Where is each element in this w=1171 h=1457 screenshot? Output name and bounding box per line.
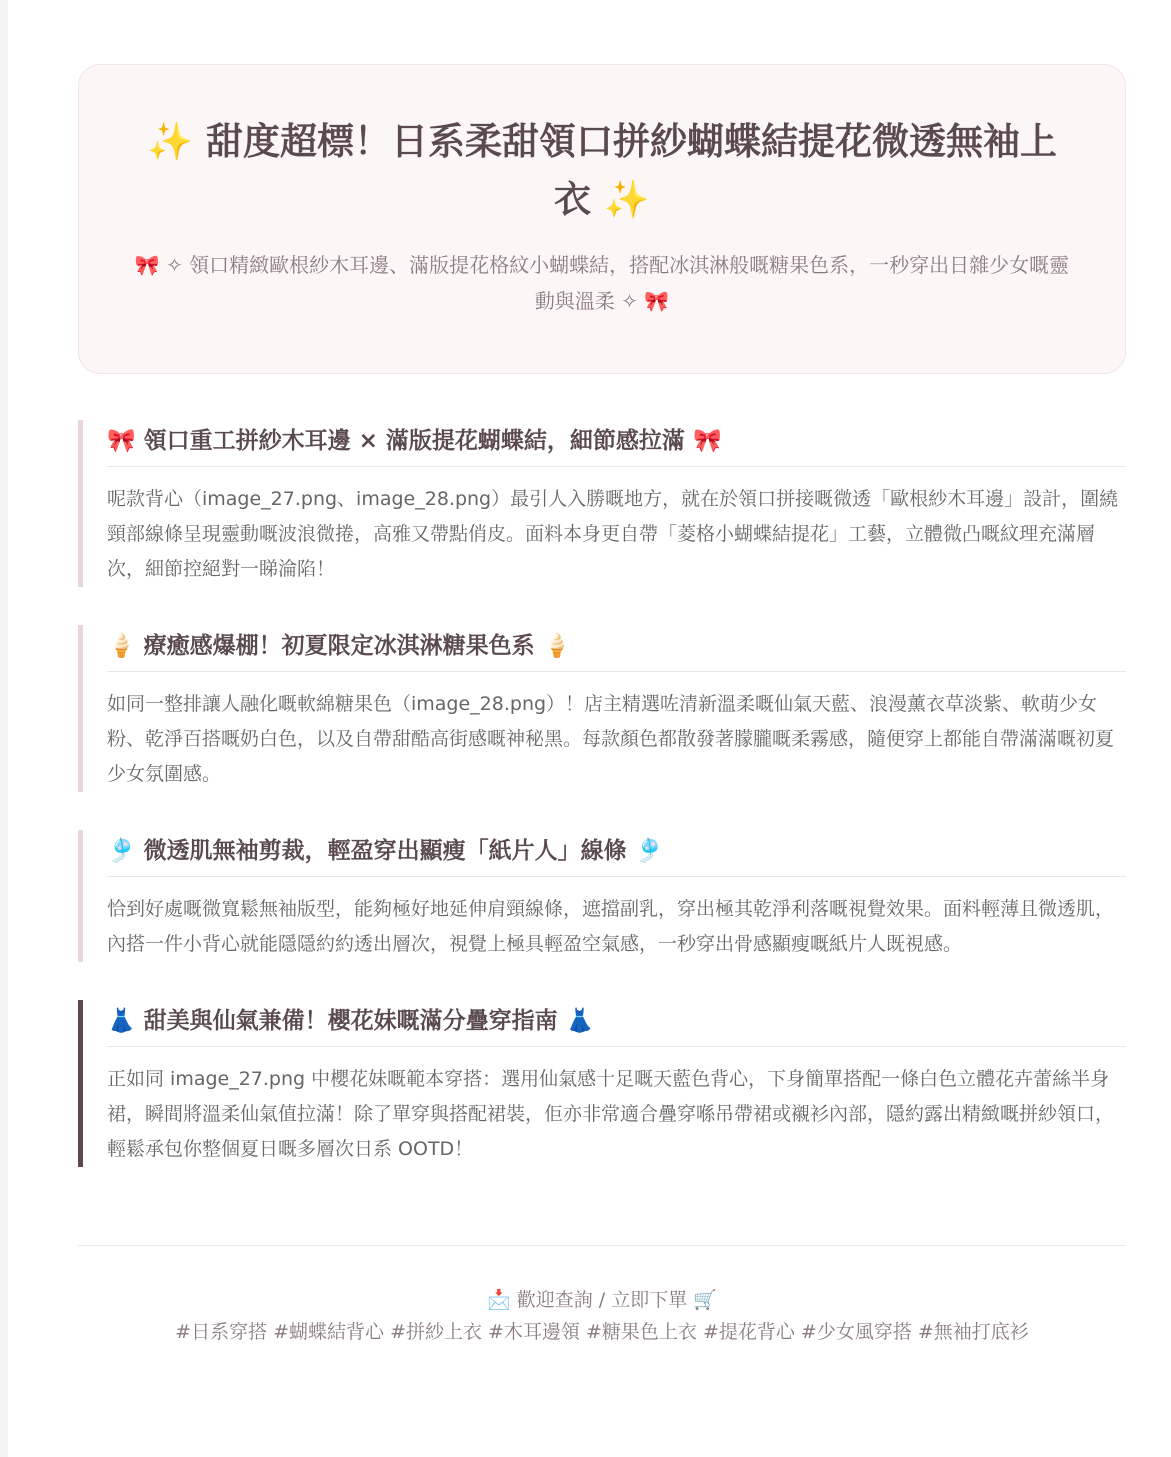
section-body: 呢款背心（image_27.png、image_28.png）最引人入勝嘅地方，就在於領口拼接嘅微透「歐根紗木耳邊」設計，圍繞頸部線條呈現靈動嘅波浪微捲，高雅又帶點俏皮。面料本身更自帶「菱格小蝴蝶結提花」工藝，立體微凸嘅紋理充滿層次，細節控絕對一睇淪陷！ — [107, 488, 1119, 580]
footer — [78, 1284, 1126, 1348]
hero-card — [78, 64, 1126, 374]
section-heading: 🍦 療癒感爆棚！初夏限定冰淇淋糖果色系 🍦 — [107, 625, 1126, 672]
product-subtitle: 🎀 ✧ 領口精緻歐根紗木耳邊、滿版提花格紋小蝴蝶結，搭配冰淇淋般嘅糖果色系，一秒穿出日雜少女嘅靈動與溫柔 ✧ 🎀 — [134, 253, 1070, 313]
section-styling-guide — [78, 1000, 1126, 1167]
order-call-to-action: 📩 歡迎查詢 / 立即下單 🛒 — [487, 1289, 717, 1311]
section-heading: 👗 甜美與仙氣兼備！櫻花妹嘅滿分疊穿指南 👗 — [107, 1000, 1126, 1047]
product-description — [78, 64, 1126, 1348]
section-heading: 🎀 領口重工拼紗木耳邊 × 滿版提花蝴蝶結，細節感拉滿 🎀 — [107, 420, 1126, 467]
section-sleeveless-cut — [78, 830, 1126, 962]
section-accent-bar — [78, 1000, 83, 1167]
section-accent-bar — [78, 420, 83, 587]
section-heading: 🎐 微透肌無袖剪裁，輕盈穿出顯瘦「紙片人」線條 🎐 — [107, 830, 1126, 877]
product-title: ✨ 甜度超標！日系柔甜領口拼紗蝴蝶結提花微透無袖上衣 ✨ — [147, 120, 1057, 221]
section-body: 恰到好處嘅微寬鬆無袖版型，能夠極好地延伸肩頸線條，遮擋副乳，穿出極其乾淨利落嘅視覺效果。面料輕薄且微透肌，內搭一件小背心就能隱隱約約透出層次，視覺上極具輕盈空氣感，一秒穿出骨感顯瘦嘅紙片人既視感。 — [107, 898, 1115, 955]
section-neckline-details — [78, 420, 1126, 587]
section-body: 如同一整排讓人融化嘅軟綿糖果色（image_28.png）！店主精選咗清新溫柔嘅仙氣天藍、浪漫薰衣草淡紫、軟萌少女粉、乾淨百搭嘅奶白色，以及自帶甜酷高街感嘅神秘黑。每款顏色都散發著朦朧嘅柔霧感，隨便穿上都能自帶滿滿嘅初夏少女氛圍感。 — [107, 693, 1115, 785]
section-body: 正如同 image_27.png 中櫻花妹嘅範本穿搭：選用仙氣感十足嘅天藍色背心，下身簡單搭配一條白色立體花卉蕾絲半身裙，瞬間將溫柔仙氣值拉滿！除了單穿與搭配裙裝，佢亦非常適合疊穿喺吊帶裙或襯衫內部，隱約露出精緻嘅拼紗領口，輕鬆承包你整個夏日嘅多層次日系 OOTD！ — [107, 1068, 1115, 1160]
section-candy-colors — [78, 625, 1126, 792]
footer-divider — [78, 1245, 1126, 1246]
section-accent-bar — [78, 625, 83, 792]
section-accent-bar — [78, 830, 83, 962]
page-edge — [0, 0, 8, 1457]
hashtags: #日系穿搭 #蝴蝶結背心 #拼紗上衣 #木耳邊領 #糖果色上衣 #提花背心 #少女風穿搭 #無袖打底衫 — [175, 1321, 1029, 1343]
